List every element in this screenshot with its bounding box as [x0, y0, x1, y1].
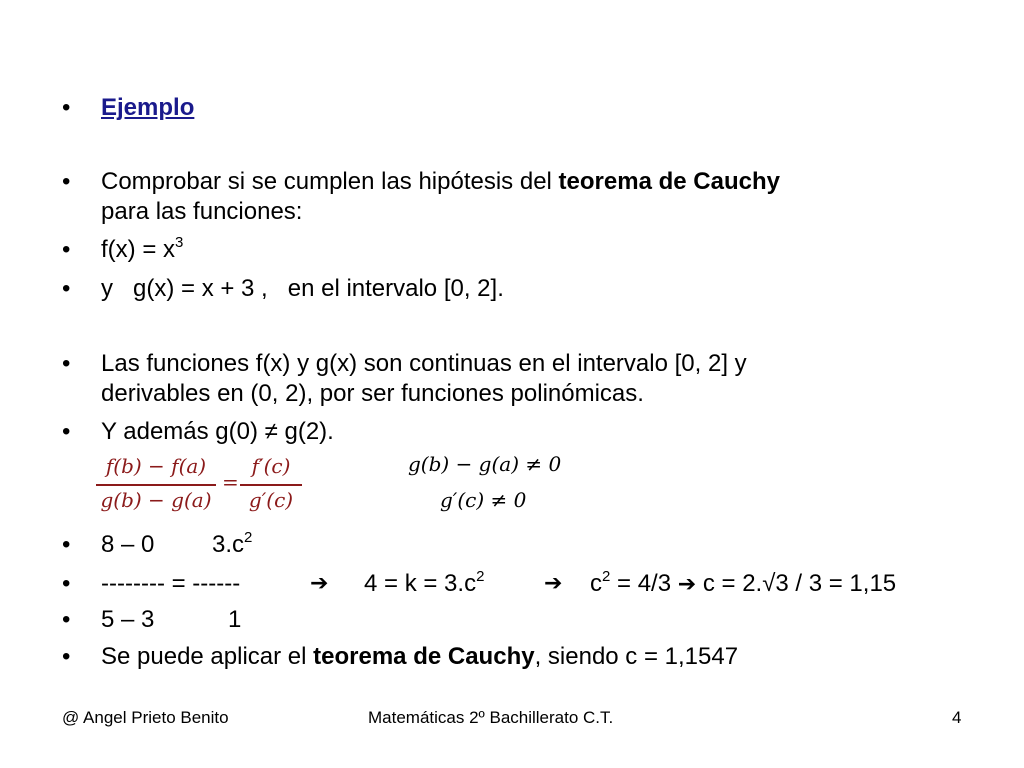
- bullet-dot: •: [62, 570, 71, 597]
- numerator-b: [212, 531, 252, 559]
- footer-author: @ Angel Prieto Benito: [62, 708, 229, 727]
- continuity-text-a: Las funciones f(x) y g(x) son continuas en el intervalo [0, 2] y: [101, 350, 747, 377]
- bullet-dot: •: [62, 168, 71, 195]
- c-result-value: = 4/3: [610, 570, 678, 597]
- continuity-text-b: derivables en (0, 2), por ser funciones polinómicas.: [101, 380, 644, 407]
- formula-numerator: f(b) − f(a): [105, 454, 207, 478]
- fraction-bars-text: -------- = ------: [101, 570, 241, 597]
- statement-pre: Comprobar si se cumplen las hipótesis del: [101, 168, 559, 195]
- condition-formula-1: g(b) − g(a) ≠ 0: [408, 452, 562, 476]
- c-result: [590, 570, 896, 599]
- footer-page-number: 4: [952, 708, 962, 727]
- formula-denominator: g(b) − g(a): [100, 488, 212, 512]
- cauchy-formula: [96, 452, 306, 522]
- numerator-b-main: 3.c: [212, 531, 245, 558]
- bullet-dot: •: [62, 606, 71, 633]
- statement-text: [101, 168, 780, 196]
- c-result-final: c = 2.√3 / 3 = 1,15: [696, 570, 897, 597]
- bullet-dot: •: [62, 418, 71, 445]
- fx-main: f(x) = x: [101, 236, 176, 263]
- bullet-dot: •: [62, 236, 71, 263]
- condition-text: Y además g(0) ≠ g(2).: [101, 418, 334, 445]
- statement-bold: teorema de Cauchy: [558, 168, 780, 195]
- bullet-dot: •: [62, 275, 71, 302]
- formula-equals: =: [222, 470, 239, 494]
- footer-course: Matemáticas 2º Bachillerato C.T.: [368, 708, 614, 727]
- gx-text: y g(x) = x + 3 , en el intervalo [0, 2].: [101, 275, 504, 302]
- fx-text: [101, 236, 183, 264]
- arrow-right-icon: ➔: [544, 571, 563, 596]
- condition-formula-2: g′(c) ≠ 0: [440, 488, 527, 512]
- k-equation: [364, 570, 484, 598]
- c-result-exponent: 2: [602, 568, 611, 585]
- fraction-bar: [240, 484, 302, 486]
- bullet-dot: •: [62, 531, 71, 558]
- bullet-dot: •: [62, 350, 71, 377]
- fraction-bar: [96, 484, 216, 486]
- formula-numerator-derivative: f′(c): [251, 454, 291, 478]
- fx-exponent: 3: [175, 234, 184, 251]
- conclusion-pre: Se puede aplicar el: [101, 643, 314, 670]
- arrow-right-icon: ➔: [677, 572, 697, 597]
- numerator-b-exponent: 2: [244, 529, 253, 546]
- k-equation-main: 4 = k = 3.c: [364, 570, 477, 597]
- denominator-b: 1: [228, 606, 242, 633]
- conclusion-text: [101, 643, 738, 671]
- bullet-dot: •: [62, 94, 71, 121]
- numerator-a: 8 – 0: [101, 531, 155, 558]
- slide-heading: Ejemplo: [101, 94, 195, 121]
- c-result-var: c: [590, 570, 602, 597]
- statement-post: para las funciones:: [101, 198, 303, 225]
- bullet-dot: •: [62, 643, 71, 670]
- conclusion-bold: teorema de Cauchy: [313, 643, 535, 670]
- conclusion-post: , siendo c = 1,1547: [534, 643, 739, 670]
- denominator-a: 5 – 3: [101, 606, 155, 633]
- k-equation-exponent: 2: [476, 568, 485, 585]
- arrow-right-icon: ➔: [310, 571, 329, 596]
- formula-denominator-derivative: g′(c): [248, 488, 294, 512]
